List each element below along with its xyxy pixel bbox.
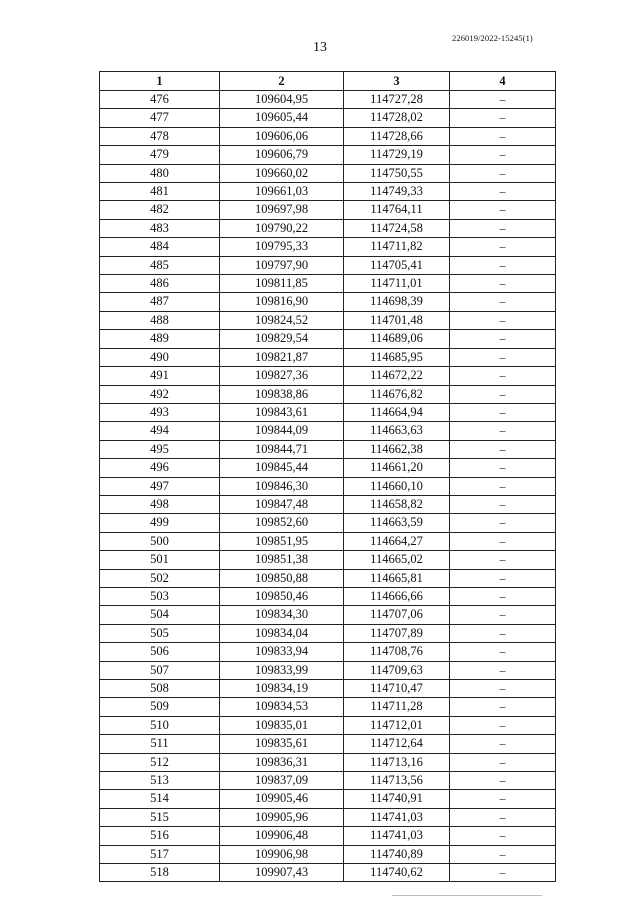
column-4-cell: – — [450, 422, 556, 440]
column-4-cell: – — [450, 532, 556, 550]
x-coordinate-cell: 109844,71 — [220, 440, 344, 458]
y-coordinate-cell: 114663,59 — [344, 514, 450, 532]
document-number: 226019/2022-15245(1) — [452, 33, 533, 43]
table-row — [100, 440, 556, 458]
x-coordinate-cell: 109661,03 — [220, 183, 344, 201]
table-row — [100, 532, 556, 550]
x-coordinate-cell: 109844,09 — [220, 422, 344, 440]
x-coordinate-cell: 109816,90 — [220, 293, 344, 311]
x-coordinate-cell: 109847,48 — [220, 495, 344, 513]
point-number-cell: 498 — [100, 495, 220, 513]
y-coordinate-cell: 114713,16 — [344, 753, 450, 771]
y-coordinate-cell: 114705,41 — [344, 256, 450, 274]
x-coordinate-cell: 109905,96 — [220, 808, 344, 826]
y-coordinate-cell: 114724,58 — [344, 219, 450, 237]
column-4-cell: – — [450, 164, 556, 182]
column-4-cell: – — [450, 827, 556, 845]
column-4-cell: – — [450, 440, 556, 458]
table-row — [100, 422, 556, 440]
x-coordinate-cell: 109850,88 — [220, 569, 344, 587]
x-coordinate-cell: 109833,99 — [220, 661, 344, 679]
y-coordinate-cell: 114663,63 — [344, 422, 450, 440]
y-coordinate-cell: 114741,03 — [344, 808, 450, 826]
table-row — [100, 551, 556, 569]
column-4-cell: – — [450, 845, 556, 863]
table-row — [100, 109, 556, 127]
y-coordinate-cell: 114665,81 — [344, 569, 450, 587]
column-4-cell: – — [450, 477, 556, 495]
point-number-cell: 497 — [100, 477, 220, 495]
x-coordinate-cell: 109851,95 — [220, 532, 344, 550]
point-number-cell: 503 — [100, 587, 220, 605]
y-coordinate-cell: 114727,28 — [344, 91, 450, 109]
y-coordinate-cell: 114740,62 — [344, 864, 450, 882]
x-coordinate-cell: 109906,98 — [220, 845, 344, 863]
point-number-cell: 513 — [100, 772, 220, 790]
y-coordinate-cell: 114729,19 — [344, 146, 450, 164]
table-row — [100, 643, 556, 661]
y-coordinate-cell: 114661,20 — [344, 459, 450, 477]
y-coordinate-cell: 114749,33 — [344, 183, 450, 201]
point-number-cell: 491 — [100, 367, 220, 385]
column-4-cell: – — [450, 624, 556, 642]
point-number-cell: 493 — [100, 403, 220, 421]
point-number-cell: 487 — [100, 293, 220, 311]
column-4-cell: – — [450, 643, 556, 661]
table-row — [100, 514, 556, 532]
x-coordinate-cell: 109824,52 — [220, 311, 344, 329]
x-coordinate-cell: 109821,87 — [220, 348, 344, 366]
table-row — [100, 680, 556, 698]
column-4-cell: – — [450, 587, 556, 605]
table-row — [100, 587, 556, 605]
x-coordinate-cell: 109838,86 — [220, 385, 344, 403]
x-coordinate-cell: 109827,36 — [220, 367, 344, 385]
table-row — [100, 127, 556, 145]
x-coordinate-cell: 109834,04 — [220, 624, 344, 642]
table-row — [100, 330, 556, 348]
x-coordinate-cell: 109604,95 — [220, 91, 344, 109]
table-row — [100, 753, 556, 771]
table-row — [100, 385, 556, 403]
point-number-cell: 495 — [100, 440, 220, 458]
x-coordinate-cell: 109605,44 — [220, 109, 344, 127]
table-row — [100, 164, 556, 182]
column-4-cell: – — [450, 661, 556, 679]
point-number-cell: 496 — [100, 459, 220, 477]
point-number-cell: 484 — [100, 238, 220, 256]
column-4-cell: – — [450, 238, 556, 256]
y-coordinate-cell: 114740,91 — [344, 790, 450, 808]
y-coordinate-cell: 114685,95 — [344, 348, 450, 366]
x-coordinate-cell: 109834,19 — [220, 680, 344, 698]
table-row — [100, 183, 556, 201]
y-coordinate-cell: 114664,94 — [344, 403, 450, 421]
point-number-cell: 508 — [100, 680, 220, 698]
table-row — [100, 661, 556, 679]
point-number-cell: 483 — [100, 219, 220, 237]
column-4-cell: – — [450, 514, 556, 532]
column-4-cell: – — [450, 91, 556, 109]
x-coordinate-cell: 109797,90 — [220, 256, 344, 274]
table-row — [100, 348, 556, 366]
table-row — [100, 146, 556, 164]
column-4-cell: – — [450, 311, 556, 329]
column-4-cell: – — [450, 385, 556, 403]
x-coordinate-cell: 109835,01 — [220, 716, 344, 734]
table-row — [100, 808, 556, 826]
y-coordinate-cell: 114710,47 — [344, 680, 450, 698]
point-number-cell: 509 — [100, 698, 220, 716]
table-row — [100, 606, 556, 624]
column-4-cell: – — [450, 716, 556, 734]
x-coordinate-cell: 109907,43 — [220, 864, 344, 882]
column-4-cell: – — [450, 256, 556, 274]
point-number-cell: 490 — [100, 348, 220, 366]
y-coordinate-cell: 114660,10 — [344, 477, 450, 495]
y-coordinate-cell: 114709,63 — [344, 661, 450, 679]
table-row — [100, 698, 556, 716]
column-4-cell: – — [450, 808, 556, 826]
y-coordinate-cell: 114676,82 — [344, 385, 450, 403]
bottom-divider — [392, 895, 542, 896]
x-coordinate-cell: 109811,85 — [220, 275, 344, 293]
y-coordinate-cell: 114750,55 — [344, 164, 450, 182]
point-number-cell: 517 — [100, 845, 220, 863]
table-row — [100, 716, 556, 734]
point-number-cell: 486 — [100, 275, 220, 293]
column-4-cell: – — [450, 735, 556, 753]
y-coordinate-cell: 114664,27 — [344, 532, 450, 550]
x-coordinate-cell: 109606,06 — [220, 127, 344, 145]
x-coordinate-cell: 109906,48 — [220, 827, 344, 845]
point-number-cell: 501 — [100, 551, 220, 569]
table-header-row — [100, 72, 556, 91]
x-coordinate-cell: 109833,94 — [220, 643, 344, 661]
point-number-cell: 489 — [100, 330, 220, 348]
point-number-cell: 514 — [100, 790, 220, 808]
column-4-cell: – — [450, 495, 556, 513]
point-number-cell: 518 — [100, 864, 220, 882]
point-number-cell: 479 — [100, 146, 220, 164]
x-coordinate-cell: 109905,46 — [220, 790, 344, 808]
coordinates-table — [99, 71, 556, 882]
table-row — [100, 91, 556, 109]
table-row — [100, 219, 556, 237]
point-number-cell: 510 — [100, 716, 220, 734]
column-4-cell: – — [450, 330, 556, 348]
column-4-cell: – — [450, 698, 556, 716]
point-number-cell: 507 — [100, 661, 220, 679]
x-coordinate-cell: 109606,79 — [220, 146, 344, 164]
column-4-cell: – — [450, 367, 556, 385]
column-header: 2 — [220, 72, 344, 91]
y-coordinate-cell: 114666,66 — [344, 587, 450, 605]
x-coordinate-cell: 109852,60 — [220, 514, 344, 532]
x-coordinate-cell: 109845,44 — [220, 459, 344, 477]
y-coordinate-cell: 114707,06 — [344, 606, 450, 624]
column-4-cell: – — [450, 348, 556, 366]
table-row — [100, 459, 556, 477]
table-row — [100, 624, 556, 642]
point-number-cell: 504 — [100, 606, 220, 624]
column-4-cell: – — [450, 146, 556, 164]
x-coordinate-cell: 109850,46 — [220, 587, 344, 605]
point-number-cell: 500 — [100, 532, 220, 550]
table-row — [100, 256, 556, 274]
column-4-cell: – — [450, 403, 556, 421]
table-row — [100, 772, 556, 790]
point-number-cell: 476 — [100, 91, 220, 109]
column-header: 1 — [100, 72, 220, 91]
y-coordinate-cell: 114689,06 — [344, 330, 450, 348]
page-number: 13 — [313, 40, 327, 55]
y-coordinate-cell: 114658,82 — [344, 495, 450, 513]
column-4-cell: – — [450, 275, 556, 293]
y-coordinate-cell: 114698,39 — [344, 293, 450, 311]
y-coordinate-cell: 114764,11 — [344, 201, 450, 219]
point-number-cell: 481 — [100, 183, 220, 201]
column-4-cell: – — [450, 753, 556, 771]
y-coordinate-cell: 114665,02 — [344, 551, 450, 569]
table-row — [100, 495, 556, 513]
point-number-cell: 477 — [100, 109, 220, 127]
y-coordinate-cell: 114712,01 — [344, 716, 450, 734]
point-number-cell: 506 — [100, 643, 220, 661]
point-number-cell: 478 — [100, 127, 220, 145]
table-row — [100, 864, 556, 882]
column-4-cell: – — [450, 680, 556, 698]
point-number-cell: 492 — [100, 385, 220, 403]
table-row — [100, 238, 556, 256]
column-4-cell: – — [450, 790, 556, 808]
y-coordinate-cell: 114713,56 — [344, 772, 450, 790]
y-coordinate-cell: 114672,22 — [344, 367, 450, 385]
table-row — [100, 201, 556, 219]
point-number-cell: 482 — [100, 201, 220, 219]
x-coordinate-cell: 109846,30 — [220, 477, 344, 495]
x-coordinate-cell: 109835,61 — [220, 735, 344, 753]
table-row — [100, 293, 556, 311]
table-row — [100, 311, 556, 329]
point-number-cell: 516 — [100, 827, 220, 845]
y-coordinate-cell: 114740,89 — [344, 845, 450, 863]
column-4-cell: – — [450, 459, 556, 477]
table-row — [100, 845, 556, 863]
point-number-cell: 515 — [100, 808, 220, 826]
y-coordinate-cell: 114662,38 — [344, 440, 450, 458]
table-row — [100, 569, 556, 587]
table-row — [100, 827, 556, 845]
y-coordinate-cell: 114712,64 — [344, 735, 450, 753]
y-coordinate-cell: 114711,01 — [344, 275, 450, 293]
table-row — [100, 403, 556, 421]
x-coordinate-cell: 109834,30 — [220, 606, 344, 624]
column-header: 3 — [344, 72, 450, 91]
x-coordinate-cell: 109829,54 — [220, 330, 344, 348]
y-coordinate-cell: 114701,48 — [344, 311, 450, 329]
table-row — [100, 367, 556, 385]
x-coordinate-cell: 109837,09 — [220, 772, 344, 790]
y-coordinate-cell: 114707,89 — [344, 624, 450, 642]
column-header: 4 — [450, 72, 556, 91]
table-row — [100, 790, 556, 808]
x-coordinate-cell: 109836,31 — [220, 753, 344, 771]
x-coordinate-cell: 109795,33 — [220, 238, 344, 256]
column-4-cell: – — [450, 864, 556, 882]
column-4-cell: – — [450, 772, 556, 790]
point-number-cell: 502 — [100, 569, 220, 587]
point-number-cell: 494 — [100, 422, 220, 440]
y-coordinate-cell: 114728,02 — [344, 109, 450, 127]
x-coordinate-cell: 109660,02 — [220, 164, 344, 182]
table-row — [100, 735, 556, 753]
column-4-cell: – — [450, 219, 556, 237]
x-coordinate-cell: 109790,22 — [220, 219, 344, 237]
column-4-cell: – — [450, 551, 556, 569]
column-4-cell: – — [450, 606, 556, 624]
y-coordinate-cell: 114728,66 — [344, 127, 450, 145]
point-number-cell: 488 — [100, 311, 220, 329]
y-coordinate-cell: 114711,82 — [344, 238, 450, 256]
point-number-cell: 485 — [100, 256, 220, 274]
table-row — [100, 477, 556, 495]
x-coordinate-cell: 109697,98 — [220, 201, 344, 219]
point-number-cell: 505 — [100, 624, 220, 642]
x-coordinate-cell: 109851,38 — [220, 551, 344, 569]
y-coordinate-cell: 114711,28 — [344, 698, 450, 716]
point-number-cell: 480 — [100, 164, 220, 182]
column-4-cell: – — [450, 293, 556, 311]
table-row — [100, 275, 556, 293]
table-body — [100, 91, 556, 882]
point-number-cell: 499 — [100, 514, 220, 532]
y-coordinate-cell: 114741,03 — [344, 827, 450, 845]
x-coordinate-cell: 109834,53 — [220, 698, 344, 716]
y-coordinate-cell: 114708,76 — [344, 643, 450, 661]
column-4-cell: – — [450, 183, 556, 201]
column-4-cell: – — [450, 569, 556, 587]
x-coordinate-cell: 109843,61 — [220, 403, 344, 421]
column-4-cell: – — [450, 127, 556, 145]
point-number-cell: 512 — [100, 753, 220, 771]
column-4-cell: – — [450, 201, 556, 219]
column-4-cell: – — [450, 109, 556, 127]
point-number-cell: 511 — [100, 735, 220, 753]
